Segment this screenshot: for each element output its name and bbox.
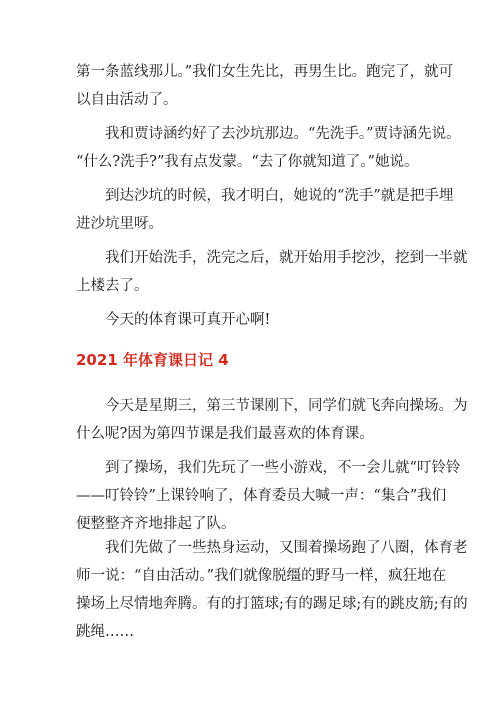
text-line: “什么?洗手?”我有点发蒙。“去了你就知道了。”她说。 [76,154,419,170]
text-line: 操场上尽情地奔腾。有的打篮球;有的踢足球;有的跳皮筋;有的 [76,596,468,612]
paragraph-4 [76,244,468,300]
text-line: 今天是星期三，第三节课刚下，同学们就飞奔向操场。为 [76,398,468,414]
text-line: 以自由活动了。 [76,92,178,108]
section-heading: 2021 年体育课日记 4 [76,351,229,369]
text-line: 跳绳…… [76,624,134,640]
text-line: 第一条蓝线那儿。”我们女生先比，再男生比。跑完了，就可 [76,64,454,80]
text-line: 什么呢?因为第四节课是我们最喜欢的体育课。 [76,426,374,442]
text-line: 我和贾诗涵约好了去沙坑那边。“先洗手。”贾诗涵先说。 [76,126,461,142]
text-line: 今天的体育课可真开心啊! [76,312,271,328]
text-line: 到达沙坑的时候，我才明白，她说的“洗手”就是把手埋 [76,188,454,204]
paragraph-7 [76,454,461,538]
paragraph-3 [76,182,454,238]
text-line: 便整整齐齐地排起了队。 [76,516,236,532]
paragraph-6 [76,392,468,448]
paragraph-8 [76,534,468,646]
text-line: 师一说：“自由活动。”我们就像脱缰的野马一样，疯狂地在 [76,568,447,584]
paragraph-5 [76,306,428,334]
text-line: 到了操场，我们先玩了一些小游戏，不一会儿就“叮铃铃 [76,460,461,476]
paragraph-2 [76,120,461,176]
paragraph-1 [76,58,454,114]
text-line: 我们先做了一些热身运动，又围着操场跑了八圈，体育老 [76,540,468,556]
text-line: ——叮铃铃”上课铃响了，体育委员大喊一声：“集合”我们 [76,488,447,504]
text-line: 我们开始洗手，洗完之后，就开始用手挖沙，挖到一半就 [76,250,468,266]
text-line: 进沙坑里呀。 [76,216,163,232]
text-line: 上楼去了。 [76,278,149,294]
